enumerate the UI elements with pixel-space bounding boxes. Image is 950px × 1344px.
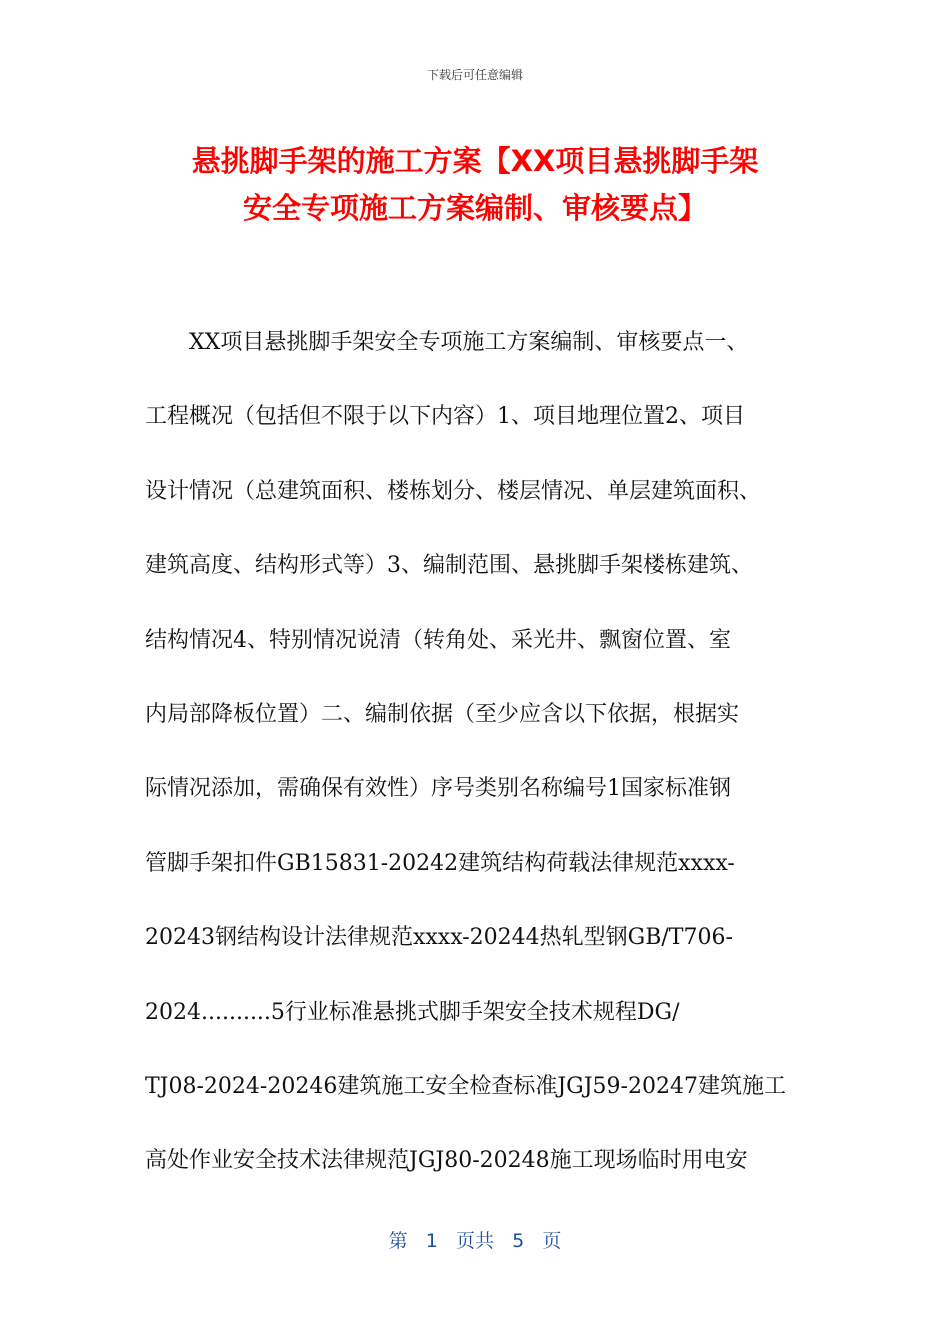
- document-title: [112, 138, 838, 232]
- page-footer: [0, 1226, 950, 1253]
- body-line: 高处作业安全技术法律规范JGJ80-20248施工现场临时用电安: [145, 1148, 748, 1174]
- body-line: 结构情况4、特别情况说清（转角处、采光井、飘窗位置、室: [145, 627, 731, 653]
- footer-prefix: 第: [388, 1230, 408, 1252]
- current-page-number: 1: [425, 1230, 438, 1252]
- body-line: XX项目悬挑脚手架安全专项施工方案编制、审核要点一、: [189, 330, 749, 355]
- body-line: 建筑高度、结构形式等）3、编制范围、悬挑脚手架楼栋建筑、: [145, 553, 753, 579]
- body-line: 20243钢结构设计法律规范xxxx-20244热轧型钢GB/T706-: [145, 925, 733, 951]
- body-line: 管脚手架扣件GB15831-20242建筑结构荷载法律规范xxxx-: [145, 850, 735, 876]
- body-line: 设计情况（总建筑面积、楼栋划分、楼层情况、单层建筑面积、: [145, 478, 762, 504]
- footer-middle: 页共: [455, 1230, 494, 1252]
- body-line: 内局部降板位置）二、编制依据（至少应含以下依据，根据实: [145, 701, 740, 727]
- title-line-1: 悬挑脚手架的施工方案【XX项目悬挑脚手架: [191, 144, 759, 178]
- body-line: 2024..........5行业标准悬挑式脚手架安全技术规程DG/: [145, 999, 680, 1025]
- header-note: 下载后可任意编辑: [426, 68, 523, 82]
- total-page-count: 5: [512, 1230, 525, 1252]
- footer-suffix: 页: [542, 1230, 562, 1252]
- body-line: 际情况添加，需确保有效性）序号类别名称编号1国家标准钢: [145, 776, 731, 802]
- body-line: TJ08-2024-20246建筑施工安全检查标准JGJ59-20247建筑施工: [145, 1073, 786, 1099]
- body-text: [145, 318, 813, 1211]
- body-line: 工程概况（包括但不限于以下内容）1、项目地理位置2、项目: [145, 404, 745, 430]
- title-line-2: 安全专项施工方案编制、审核要点】: [242, 191, 707, 225]
